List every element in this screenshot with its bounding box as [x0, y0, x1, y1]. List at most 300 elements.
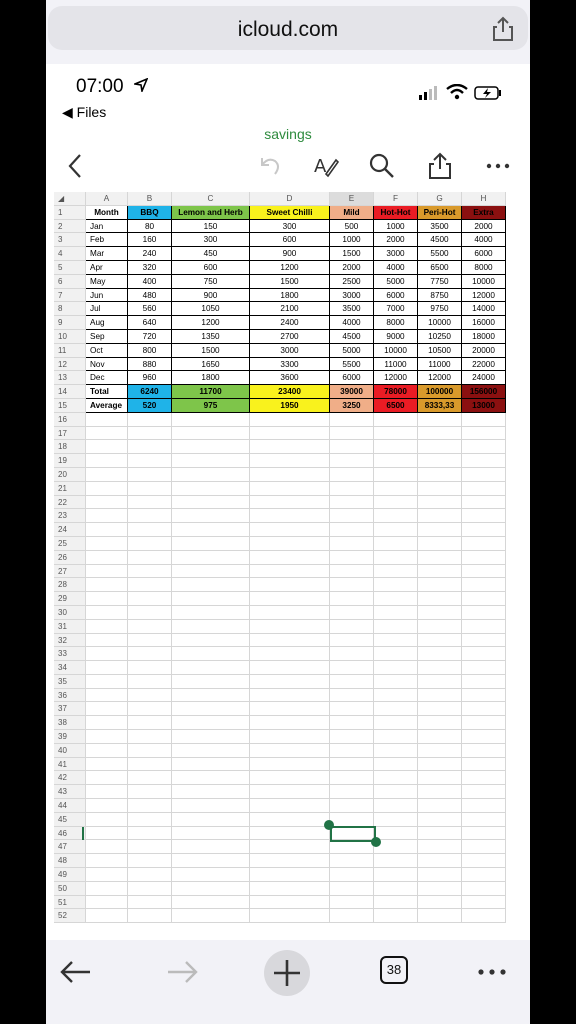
- selection-handle-end[interactable]: [371, 837, 381, 847]
- cell[interactable]: [86, 909, 128, 923]
- cell[interactable]: [250, 868, 330, 882]
- column-header-E[interactable]: E: [330, 192, 374, 206]
- cell[interactable]: 14000: [462, 302, 506, 316]
- cell[interactable]: [374, 578, 418, 592]
- cell[interactable]: [418, 702, 462, 716]
- cell[interactable]: [330, 440, 374, 454]
- cell[interactable]: [250, 427, 330, 441]
- cell[interactable]: 11000: [374, 358, 418, 372]
- row-header-7[interactable]: 7: [54, 289, 86, 303]
- row-header-6[interactable]: 6: [54, 275, 86, 289]
- cell[interactable]: 8750: [418, 289, 462, 303]
- row-header-21[interactable]: 21: [54, 482, 86, 496]
- cell[interactable]: [172, 523, 250, 537]
- cell[interactable]: [128, 468, 172, 482]
- cell[interactable]: [462, 854, 506, 868]
- cell[interactable]: [374, 620, 418, 634]
- cell-selection[interactable]: [330, 826, 376, 842]
- row-header-37[interactable]: 37: [54, 702, 86, 716]
- cell[interactable]: 520: [128, 399, 172, 413]
- cell[interactable]: [418, 551, 462, 565]
- cell[interactable]: 12000: [374, 371, 418, 385]
- cell[interactable]: [250, 454, 330, 468]
- cell[interactable]: [172, 565, 250, 579]
- cell[interactable]: [374, 647, 418, 661]
- share-icon[interactable]: [492, 16, 514, 42]
- cell[interactable]: [418, 454, 462, 468]
- cell[interactable]: Mar: [86, 247, 128, 261]
- cell[interactable]: 2000: [374, 233, 418, 247]
- row-header-31[interactable]: 31: [54, 620, 86, 634]
- cell[interactable]: [462, 661, 506, 675]
- cell[interactable]: [374, 523, 418, 537]
- cell[interactable]: [418, 758, 462, 772]
- cell[interactable]: [418, 634, 462, 648]
- cell[interactable]: [418, 606, 462, 620]
- cell[interactable]: [462, 523, 506, 537]
- column-header-B[interactable]: B: [128, 192, 172, 206]
- cell[interactable]: [172, 675, 250, 689]
- cell[interactable]: [462, 675, 506, 689]
- cell[interactable]: [250, 758, 330, 772]
- cell[interactable]: 13000: [462, 399, 506, 413]
- more-icon[interactable]: [484, 152, 512, 180]
- cell[interactable]: [418, 413, 462, 427]
- row-header-22[interactable]: 22: [54, 496, 86, 510]
- cell[interactable]: [172, 454, 250, 468]
- cell[interactable]: [172, 427, 250, 441]
- cell[interactable]: 20000: [462, 344, 506, 358]
- cell[interactable]: [86, 868, 128, 882]
- cell[interactable]: 80: [128, 220, 172, 234]
- cell[interactable]: [86, 813, 128, 827]
- cell[interactable]: [86, 840, 128, 854]
- cell[interactable]: Lemon and Herb: [172, 206, 250, 220]
- cell[interactable]: 10000: [462, 275, 506, 289]
- cell[interactable]: [86, 854, 128, 868]
- cell[interactable]: [128, 799, 172, 813]
- column-header-F[interactable]: F: [374, 192, 418, 206]
- column-header-D[interactable]: D: [250, 192, 330, 206]
- cell[interactable]: 400: [128, 275, 172, 289]
- cell[interactable]: 5500: [330, 358, 374, 372]
- cell[interactable]: [128, 620, 172, 634]
- cell[interactable]: [128, 482, 172, 496]
- cell[interactable]: [86, 827, 128, 841]
- cell[interactable]: [86, 606, 128, 620]
- cell[interactable]: [462, 799, 506, 813]
- cell[interactable]: [128, 744, 172, 758]
- column-header-H[interactable]: H: [462, 192, 506, 206]
- cell[interactable]: [330, 813, 374, 827]
- cell[interactable]: [330, 647, 374, 661]
- cell[interactable]: 10000: [374, 344, 418, 358]
- cell[interactable]: [330, 620, 374, 634]
- cell[interactable]: Hot-Hot: [374, 206, 418, 220]
- cell[interactable]: [250, 909, 330, 923]
- cell[interactable]: [86, 551, 128, 565]
- cell[interactable]: [172, 840, 250, 854]
- cell[interactable]: [374, 565, 418, 579]
- row-header-46[interactable]: 46: [54, 827, 86, 841]
- row-header-45[interactable]: 45: [54, 813, 86, 827]
- cell[interactable]: 3000: [250, 344, 330, 358]
- cell[interactable]: 300: [250, 220, 330, 234]
- cell[interactable]: [128, 716, 172, 730]
- cell[interactable]: [418, 868, 462, 882]
- cell[interactable]: [418, 647, 462, 661]
- row-header-5[interactable]: 5: [54, 261, 86, 275]
- cell[interactable]: [330, 675, 374, 689]
- row-header-9[interactable]: 9: [54, 316, 86, 330]
- cell[interactable]: 8000: [374, 316, 418, 330]
- cell[interactable]: 1950: [250, 399, 330, 413]
- cell[interactable]: [330, 496, 374, 510]
- row-header-40[interactable]: 40: [54, 744, 86, 758]
- cell[interactable]: 5500: [418, 247, 462, 261]
- cell[interactable]: [172, 716, 250, 730]
- cell[interactable]: [128, 496, 172, 510]
- cell[interactable]: [250, 799, 330, 813]
- cell[interactable]: [128, 854, 172, 868]
- cell[interactable]: [172, 744, 250, 758]
- cell[interactable]: [128, 551, 172, 565]
- cell[interactable]: [86, 523, 128, 537]
- cell[interactable]: 1500: [330, 247, 374, 261]
- cell[interactable]: [172, 771, 250, 785]
- row-header-30[interactable]: 30: [54, 606, 86, 620]
- cell[interactable]: [250, 565, 330, 579]
- cell[interactable]: [418, 537, 462, 551]
- cell[interactable]: Extra: [462, 206, 506, 220]
- cell[interactable]: [462, 482, 506, 496]
- row-header-14[interactable]: 14: [54, 385, 86, 399]
- cell[interactable]: 1800: [250, 289, 330, 303]
- cell[interactable]: [172, 868, 250, 882]
- row-header-16[interactable]: 16: [54, 413, 86, 427]
- cell[interactable]: [128, 827, 172, 841]
- cell[interactable]: [86, 565, 128, 579]
- cell[interactable]: [374, 882, 418, 896]
- column-header-C[interactable]: C: [172, 192, 250, 206]
- cell[interactable]: 900: [250, 247, 330, 261]
- cell[interactable]: [86, 758, 128, 772]
- cell[interactable]: [418, 427, 462, 441]
- new-tab-button[interactable]: [264, 950, 310, 996]
- cell[interactable]: [128, 647, 172, 661]
- cell[interactable]: 240: [128, 247, 172, 261]
- cell[interactable]: 750: [172, 275, 250, 289]
- cell[interactable]: 1500: [172, 344, 250, 358]
- cell[interactable]: [128, 840, 172, 854]
- row-header-52[interactable]: 52: [54, 909, 86, 923]
- cell[interactable]: [330, 840, 374, 854]
- cell[interactable]: [250, 785, 330, 799]
- row-header-35[interactable]: 35: [54, 675, 86, 689]
- cell[interactable]: [462, 427, 506, 441]
- cell[interactable]: [250, 854, 330, 868]
- cell[interactable]: [330, 661, 374, 675]
- row-header-2[interactable]: 2: [54, 220, 86, 234]
- cell[interactable]: [374, 675, 418, 689]
- cell[interactable]: [172, 578, 250, 592]
- cell[interactable]: Sep: [86, 330, 128, 344]
- cell[interactable]: 3250: [330, 399, 374, 413]
- cell[interactable]: 6240: [128, 385, 172, 399]
- row-header-32[interactable]: 32: [54, 634, 86, 648]
- row-header-25[interactable]: 25: [54, 537, 86, 551]
- cell[interactable]: [172, 896, 250, 910]
- cell[interactable]: 6500: [374, 399, 418, 413]
- cell[interactable]: [128, 427, 172, 441]
- cell[interactable]: [330, 758, 374, 772]
- cell[interactable]: 1050: [172, 302, 250, 316]
- cell[interactable]: [128, 565, 172, 579]
- cell[interactable]: [86, 509, 128, 523]
- cell[interactable]: [374, 758, 418, 772]
- column-header-A[interactable]: A: [86, 192, 128, 206]
- row-header-51[interactable]: 51: [54, 896, 86, 910]
- cell[interactable]: [172, 827, 250, 841]
- cell[interactable]: 1000: [374, 220, 418, 234]
- cell[interactable]: [128, 771, 172, 785]
- cell[interactable]: [128, 702, 172, 716]
- cell[interactable]: 4000: [330, 316, 374, 330]
- cell[interactable]: [128, 578, 172, 592]
- cell[interactable]: [418, 771, 462, 785]
- cell[interactable]: [128, 661, 172, 675]
- cell[interactable]: 720: [128, 330, 172, 344]
- cell[interactable]: [128, 634, 172, 648]
- cell[interactable]: 6000: [462, 247, 506, 261]
- row-header-1[interactable]: 1: [54, 206, 86, 220]
- cell[interactable]: 640: [128, 316, 172, 330]
- cell[interactable]: [330, 537, 374, 551]
- cell[interactable]: 800: [128, 344, 172, 358]
- cell[interactable]: Dec: [86, 371, 128, 385]
- row-header-8[interactable]: 8: [54, 302, 86, 316]
- cell[interactable]: [86, 882, 128, 896]
- back-arrow-icon[interactable]: [58, 954, 94, 990]
- cell[interactable]: [250, 509, 330, 523]
- cell[interactable]: [330, 702, 374, 716]
- cell[interactable]: [462, 827, 506, 841]
- cell[interactable]: [128, 909, 172, 923]
- cell[interactable]: [172, 854, 250, 868]
- url-bar[interactable]: [48, 6, 528, 50]
- cell[interactable]: [462, 909, 506, 923]
- row-header-27[interactable]: 27: [54, 565, 86, 579]
- cell[interactable]: [172, 551, 250, 565]
- cell[interactable]: [128, 537, 172, 551]
- cell[interactable]: [374, 689, 418, 703]
- cell[interactable]: [374, 909, 418, 923]
- cell[interactable]: [462, 578, 506, 592]
- cell[interactable]: 4000: [462, 233, 506, 247]
- cell[interactable]: 6500: [418, 261, 462, 275]
- cell[interactable]: 22000: [462, 358, 506, 372]
- cell[interactable]: 3000: [330, 289, 374, 303]
- cell[interactable]: [330, 482, 374, 496]
- cell[interactable]: 78000: [374, 385, 418, 399]
- column-header-G[interactable]: G: [418, 192, 462, 206]
- cell[interactable]: Peri-Hot: [418, 206, 462, 220]
- cell[interactable]: 10500: [418, 344, 462, 358]
- cell[interactable]: 600: [172, 261, 250, 275]
- cell[interactable]: 480: [128, 289, 172, 303]
- cell[interactable]: [172, 909, 250, 923]
- cell[interactable]: [374, 799, 418, 813]
- cell[interactable]: [86, 647, 128, 661]
- cell[interactable]: [462, 620, 506, 634]
- cell[interactable]: [374, 854, 418, 868]
- cell[interactable]: [374, 551, 418, 565]
- row-header-34[interactable]: 34: [54, 661, 86, 675]
- row-header-4[interactable]: 4: [54, 247, 86, 261]
- cell[interactable]: [418, 909, 462, 923]
- cell[interactable]: [172, 413, 250, 427]
- undo-icon[interactable]: [256, 152, 284, 180]
- row-header-33[interactable]: 33: [54, 647, 86, 661]
- cell[interactable]: [250, 896, 330, 910]
- cell[interactable]: [172, 620, 250, 634]
- cell[interactable]: [250, 537, 330, 551]
- row-header-12[interactable]: 12: [54, 358, 86, 372]
- cell[interactable]: [330, 689, 374, 703]
- cell[interactable]: [418, 592, 462, 606]
- cell[interactable]: [374, 702, 418, 716]
- cell[interactable]: [374, 509, 418, 523]
- cell[interactable]: [418, 730, 462, 744]
- cell[interactable]: [250, 523, 330, 537]
- cell[interactable]: 1200: [172, 316, 250, 330]
- cell[interactable]: 500: [330, 220, 374, 234]
- cell[interactable]: [330, 785, 374, 799]
- cell[interactable]: [330, 896, 374, 910]
- cell[interactable]: [172, 813, 250, 827]
- cell[interactable]: Jan: [86, 220, 128, 234]
- cell[interactable]: [418, 675, 462, 689]
- cell[interactable]: 2000: [462, 220, 506, 234]
- cell[interactable]: [172, 730, 250, 744]
- cell[interactable]: [462, 689, 506, 703]
- cell[interactable]: [330, 551, 374, 565]
- cell[interactable]: 4500: [418, 233, 462, 247]
- forward-arrow-icon[interactable]: [164, 954, 200, 990]
- cell[interactable]: 11000: [418, 358, 462, 372]
- cell[interactable]: [462, 440, 506, 454]
- cell[interactable]: 24000: [462, 371, 506, 385]
- cell[interactable]: [250, 496, 330, 510]
- cell[interactable]: [462, 454, 506, 468]
- cell[interactable]: [86, 716, 128, 730]
- cell[interactable]: 960: [128, 371, 172, 385]
- cell[interactable]: [86, 482, 128, 496]
- cell[interactable]: [128, 675, 172, 689]
- cell[interactable]: [418, 661, 462, 675]
- cell[interactable]: [374, 413, 418, 427]
- cell[interactable]: [86, 744, 128, 758]
- cell[interactable]: [250, 606, 330, 620]
- cell[interactable]: [172, 785, 250, 799]
- cell[interactable]: [172, 440, 250, 454]
- row-header-47[interactable]: 47: [54, 840, 86, 854]
- cell[interactable]: Month: [86, 206, 128, 220]
- cell[interactable]: [128, 758, 172, 772]
- cell[interactable]: [86, 427, 128, 441]
- cell[interactable]: [128, 785, 172, 799]
- cell[interactable]: [418, 689, 462, 703]
- cell[interactable]: [462, 509, 506, 523]
- cell[interactable]: 3500: [330, 302, 374, 316]
- row-header-17[interactable]: 17: [54, 427, 86, 441]
- cell[interactable]: 4500: [330, 330, 374, 344]
- cell[interactable]: 16000: [462, 316, 506, 330]
- cell[interactable]: [418, 716, 462, 730]
- cell[interactable]: [250, 730, 330, 744]
- row-header-26[interactable]: 26: [54, 551, 86, 565]
- row-header-18[interactable]: 18: [54, 440, 86, 454]
- cell[interactable]: [374, 771, 418, 785]
- cell[interactable]: [330, 909, 374, 923]
- cell[interactable]: [330, 592, 374, 606]
- row-header-49[interactable]: 49: [54, 868, 86, 882]
- cell[interactable]: [250, 482, 330, 496]
- cell[interactable]: [462, 551, 506, 565]
- cell[interactable]: 880: [128, 358, 172, 372]
- cell[interactable]: [330, 565, 374, 579]
- cell[interactable]: [86, 468, 128, 482]
- cell[interactable]: [172, 496, 250, 510]
- cell[interactable]: [374, 468, 418, 482]
- cell[interactable]: [172, 634, 250, 648]
- draw-icon[interactable]: [312, 152, 340, 180]
- cell[interactable]: 160: [128, 233, 172, 247]
- cell[interactable]: [374, 427, 418, 441]
- cell[interactable]: [330, 523, 374, 537]
- cell[interactable]: [418, 799, 462, 813]
- cell[interactable]: [462, 730, 506, 744]
- cell[interactable]: 156000: [462, 385, 506, 399]
- cell[interactable]: [86, 537, 128, 551]
- cell[interactable]: [86, 620, 128, 634]
- cell[interactable]: [250, 744, 330, 758]
- cell[interactable]: 1800: [172, 371, 250, 385]
- cell[interactable]: [330, 730, 374, 744]
- cell[interactable]: [172, 468, 250, 482]
- cell[interactable]: [462, 647, 506, 661]
- cell[interactable]: [418, 482, 462, 496]
- tabs-icon[interactable]: [380, 956, 408, 984]
- cell[interactable]: 975: [172, 399, 250, 413]
- cell[interactable]: [86, 634, 128, 648]
- cell[interactable]: 900: [172, 289, 250, 303]
- cell[interactable]: 2500: [330, 275, 374, 289]
- cell[interactable]: [330, 509, 374, 523]
- cell[interactable]: [462, 702, 506, 716]
- cell[interactable]: Sweet Chilli: [250, 206, 330, 220]
- cell[interactable]: [462, 758, 506, 772]
- cell[interactable]: [250, 592, 330, 606]
- cell[interactable]: 10250: [418, 330, 462, 344]
- cell[interactable]: [418, 827, 462, 841]
- cell[interactable]: [86, 661, 128, 675]
- row-header-11[interactable]: 11: [54, 344, 86, 358]
- row-header-42[interactable]: 42: [54, 771, 86, 785]
- cell[interactable]: [418, 785, 462, 799]
- cell[interactable]: [172, 647, 250, 661]
- cell[interactable]: [86, 689, 128, 703]
